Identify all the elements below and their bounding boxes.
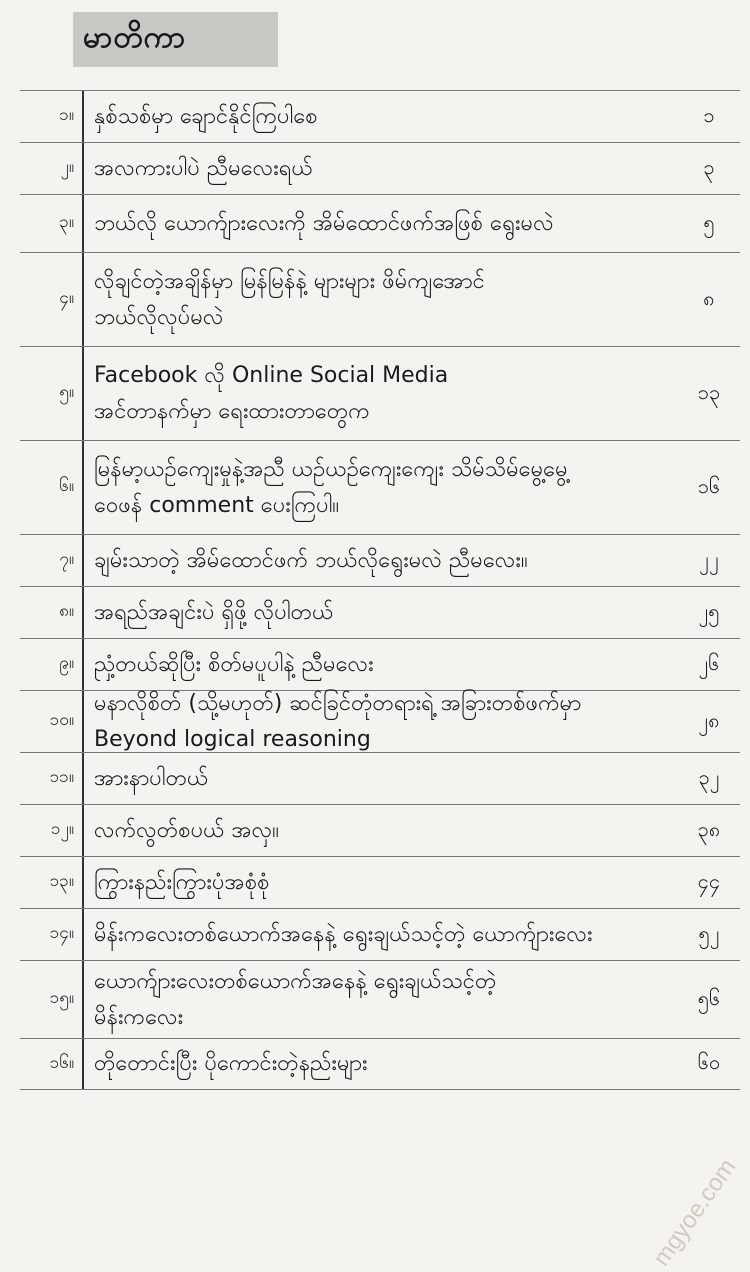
toc-row[interactable] <box>20 1038 740 1090</box>
toc-page-number: ၂၅ <box>698 598 720 623</box>
toc-page-number: ၅၆ <box>697 985 721 1010</box>
toc-page-number: ၄၄ <box>697 868 721 893</box>
toc-row[interactable] <box>20 252 740 346</box>
table-of-contents <box>20 90 740 1090</box>
toc-title-line: အလကားပါပဲ ညီမလေးရယ် <box>94 155 313 181</box>
toc-title-line: မြန်မာ့ယဉ်ကျေးမှုနဲ့အညီ ယဉ်ယဉ်ကျေးကျေး သိမ်သိမ်မွေ့မွေ့ <box>94 456 568 482</box>
toc-title <box>84 761 678 797</box>
toc-title <box>84 543 678 579</box>
toc-title <box>84 647 678 683</box>
toc-row[interactable] <box>20 638 740 690</box>
toc-title <box>84 206 678 242</box>
toc-row[interactable] <box>20 440 740 534</box>
toc-page-number: ၃၈ <box>697 816 721 841</box>
toc-number: ၃။ <box>59 212 74 232</box>
toc-title-line: မိန်းကလေး <box>94 1004 184 1030</box>
toc-title-line: Beyond logical reasoning <box>94 726 371 752</box>
toc-number: ၄။ <box>59 288 74 308</box>
toc-title-line: Facebook လို Online Social Media <box>94 362 449 388</box>
toc-page-number: ၈ <box>703 285 715 310</box>
toc-title-line: ချမ်းသာတဲ့ အိမ်ထောင်ဖက် ဘယ်လိုရွေးမလဲ ညီမလေး။ <box>94 547 528 573</box>
toc-title-line: အားနာပါတယ် <box>94 765 209 791</box>
toc-row[interactable] <box>20 142 740 194</box>
toc-page-number: ၁၃ <box>697 379 721 404</box>
page-title: မာတိကာ <box>83 20 187 55</box>
toc-number: ၁၃။ <box>49 871 74 891</box>
toc-number: ၇။ <box>59 549 74 569</box>
toc-page-number: ၃ <box>703 154 715 179</box>
toc-title-line: ဘယ်လို ယောက်ျားလေးကို အိမ်ထောင်ဖက်အဖြစ် ရွေးမလဲ <box>94 210 554 236</box>
toc-title-line: ဘယ်လိုလုပ်မလဲ <box>94 304 224 330</box>
toc-page-number: ၅ <box>703 209 715 234</box>
toc-row[interactable] <box>20 856 740 908</box>
toc-number: ၁၅။ <box>49 988 74 1008</box>
toc-row[interactable] <box>20 194 740 252</box>
toc-title-line: တိုတောင်းပြီး ပိုကောင်းတဲ့နည်းများ <box>94 1051 368 1076</box>
toc-page-number: ၁ <box>703 102 715 127</box>
toc-number: ၉။ <box>59 653 74 673</box>
toc-title <box>84 1046 678 1082</box>
toc-title <box>84 865 678 901</box>
toc-title-line: မနာလိုစိတ် (သို့မဟုတ်) ဆင်ခြင်တုံတရားရဲ့ အခြားတစ်ဖက်မှာ <box>94 690 582 716</box>
toc-row[interactable] <box>20 90 740 142</box>
watermark: mgyoe.com <box>647 1153 742 1272</box>
title-box <box>73 12 278 67</box>
toc-number: ၁၁။ <box>49 767 74 787</box>
toc-title-line: နှစ်သစ်မှာ ချောင်နိုင်ကြပါစေ <box>94 103 318 129</box>
toc-number: ၁၂။ <box>50 819 74 839</box>
toc-number: ၂။ <box>60 157 74 177</box>
toc-title <box>84 264 678 336</box>
toc-page-number: ၁၆ <box>697 473 721 498</box>
toc-title <box>84 452 678 524</box>
toc-title-line: ယောက်ျားလေးတစ်ယောက်အနေနဲ့ ရွေးချယ်သင့်တဲ့ <box>94 968 497 994</box>
toc-row[interactable] <box>20 960 740 1038</box>
toc-title-line: ညှံ့တယ်ဆိုပြီး စိတ်မပူပါနဲ့ ညီမလေး <box>94 651 374 677</box>
toc-row[interactable] <box>20 804 740 856</box>
toc-page-number: ၅၂ <box>698 920 720 945</box>
toc-row[interactable] <box>20 752 740 804</box>
toc-title-line: ကြွားနည်းကြွားပုံအစုံစုံ <box>94 869 270 895</box>
toc-page-number: ၂၈ <box>698 707 720 732</box>
toc-title <box>84 964 678 1036</box>
toc-number: ၁၆။ <box>49 1052 74 1073</box>
toc-row[interactable] <box>20 586 740 638</box>
toc-number: ၆။ <box>59 476 74 496</box>
toc-number: ၁။ <box>59 105 74 125</box>
toc-title-line: လိုချင်တဲ့အချိန်မှာ မြန်မြန်နဲ့ များများ ဖိမ်ကျအောင် <box>94 268 485 294</box>
toc-number: ၅။ <box>59 382 74 402</box>
toc-number: ၈။ <box>59 601 74 621</box>
toc-title <box>84 595 678 631</box>
toc-page-number: ၆၀ <box>697 1050 721 1074</box>
toc-row[interactable] <box>20 690 740 752</box>
toc-title-line: လက်လွတ်စပယ် အလှ။ <box>94 817 279 843</box>
toc-row[interactable] <box>20 534 740 586</box>
toc-title-line: မိန်းကလေးတစ်ယောက်အနေနဲ့ ရွေးချယ်သင့်တဲ့ ယောက်ျားလေး <box>94 921 593 947</box>
toc-title <box>84 99 678 135</box>
toc-row[interactable] <box>20 346 740 440</box>
toc-number: ၁၀။ <box>49 710 74 730</box>
toc-title <box>84 686 678 758</box>
toc-title <box>84 151 678 187</box>
toc-title <box>84 358 678 430</box>
toc-title-line: အရည်အချင်းပဲ ရှိဖို့ လိုပါတယ် <box>94 599 334 625</box>
toc-title <box>84 917 678 953</box>
toc-title <box>84 813 678 849</box>
toc-page-number: ၂၆ <box>698 650 720 675</box>
toc-title-line: ဝေဖန် comment ပေးကြပါ။ <box>94 492 340 518</box>
toc-page-number: ၃၂ <box>698 764 720 789</box>
toc-title-line: အင်တာနက်မှာ ရေးထားတာတွေက <box>94 398 370 424</box>
toc-row[interactable] <box>20 908 740 960</box>
toc-page-number: ၂၂ <box>699 546 719 571</box>
toc-number: ၁၄။ <box>49 923 74 943</box>
